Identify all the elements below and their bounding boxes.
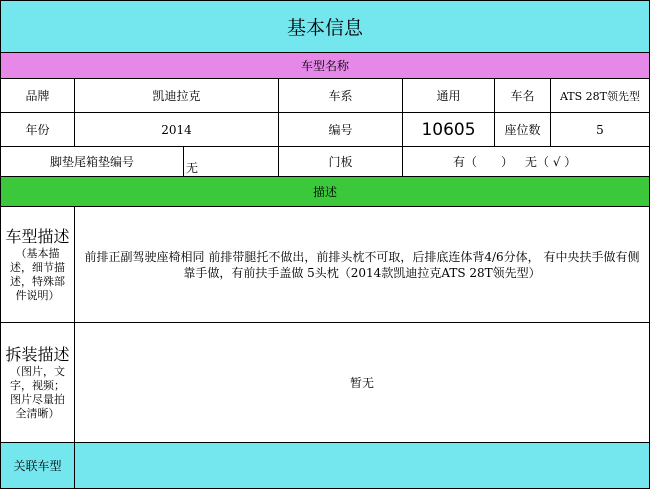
related-models-label: 关联车型 — [0, 443, 75, 489]
model-desc-label — [0, 207, 75, 323]
year-value: 2014 — [75, 113, 279, 147]
brand-value: 凯迪拉克 — [75, 79, 279, 113]
model-value: ATS 28T领先型 — [551, 79, 650, 113]
related-models-value — [75, 443, 650, 489]
year-label: 年份 — [0, 113, 75, 147]
sheet-title: 基本信息 — [0, 0, 650, 53]
code-value: 10605 — [403, 113, 495, 147]
disassembly-desc-label — [0, 323, 75, 443]
series-label: 车系 — [279, 79, 403, 113]
mat-label: 脚垫尾箱垫编号 — [0, 147, 184, 177]
series-value: 通用 — [403, 79, 495, 113]
model-desc-note: （基本描述，细节描述，特殊部件说明） — [10, 246, 65, 302]
door-label: 门板 — [279, 147, 403, 177]
door-options — [403, 147, 650, 177]
model-label: 车名 — [495, 79, 551, 113]
door-no-option: 无（ √ ） — [525, 155, 577, 169]
mat-value: 无 — [184, 147, 279, 177]
model-name-section-header: 车型名称 — [0, 53, 650, 79]
code-label: 编号 — [279, 113, 403, 147]
brand-label: 品牌 — [0, 79, 75, 113]
disassembly-desc-note: （图片，文字，视频；图片尽量拍全清晰） — [10, 364, 65, 420]
disassembly-desc-text: 暂无 — [75, 323, 650, 443]
door-yes-option: 有（ ） — [453, 155, 514, 169]
seats-label: 座位数 — [495, 113, 551, 147]
model-desc-text: 前排正副驾驶座椅相同 前排带腿托不做出，前排头枕不可取，后排底连体背4/6分体， 有中央扶手做有侧靠手做，有前扶手盖做 5头枕（2014款凯迪拉克ATS 28T领先型） — [75, 207, 650, 323]
seats-value: 5 — [551, 113, 650, 147]
description-section-header: 描述 — [0, 177, 650, 207]
model-desc-title: 车型描述 — [5, 226, 70, 246]
disassembly-desc-title: 拆装描述 — [5, 344, 70, 364]
